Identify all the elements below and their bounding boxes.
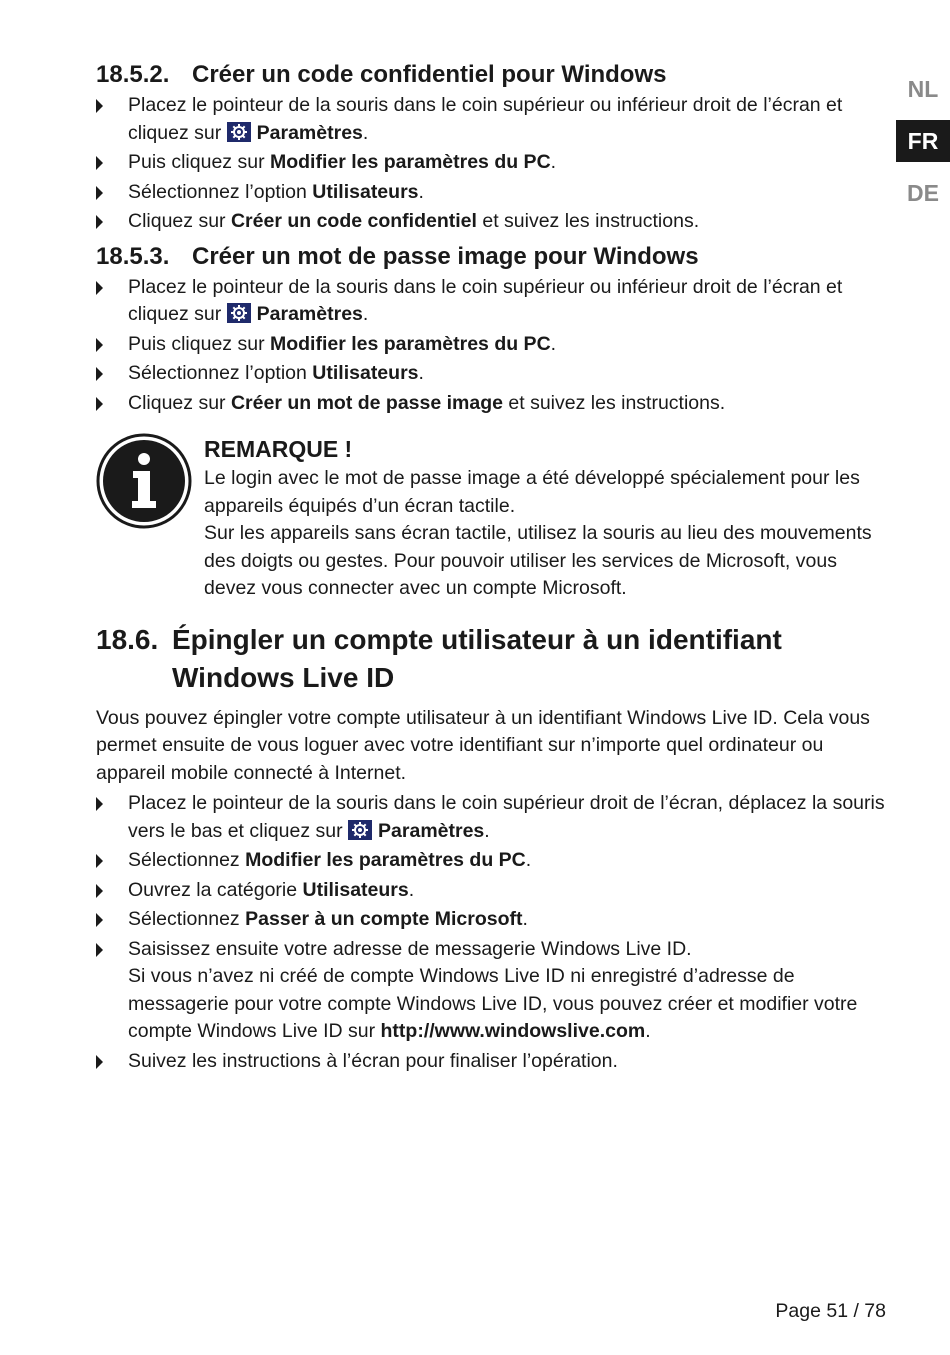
section-number: 18.6.	[96, 623, 159, 655]
step-bold: Utilisateurs	[312, 180, 419, 203]
gear-icon	[227, 303, 251, 323]
step-post: .	[525, 849, 532, 871]
step-post: et suivez les instructions.	[508, 391, 726, 414]
page-number: Page 51 / 78	[775, 1300, 886, 1322]
triangle-right-icon	[96, 367, 103, 381]
list-item	[96, 179, 886, 207]
step-post: .	[418, 180, 424, 203]
list-item	[96, 790, 886, 845]
step-text: Sélectionnez	[128, 908, 240, 930]
step-text: Placez le pointeur de la souris dans le coin supérieur ou inférieur droit de l’écran et cliquez sur	[128, 275, 843, 325]
section-number: 18.5.2.	[96, 61, 170, 88]
triangle-right-icon	[96, 797, 103, 811]
step-post: .	[418, 362, 424, 384]
step-text: Suivez les instructions à l’écran pour finaliser l’opération.	[128, 1049, 618, 1072]
step-bold: Modifier les paramètres du PC	[269, 332, 551, 355]
step-post: et suivez les instructions.	[482, 210, 700, 232]
list-item	[96, 906, 886, 934]
triangle-right-icon	[96, 281, 103, 295]
step-post: .	[484, 819, 490, 842]
step-bold: Paramètres	[256, 121, 363, 144]
list-item	[96, 847, 886, 875]
step-post: .	[522, 908, 528, 930]
step-bold: Modifier les paramètres du PC	[269, 151, 551, 173]
gear-icon	[227, 122, 251, 142]
step-bold: Utilisateurs	[312, 362, 419, 384]
language-tabs	[896, 68, 950, 224]
step-text: Cliquez sur	[128, 210, 226, 232]
section-title: Créer un mot de passe image pour Windows	[192, 242, 699, 270]
note-title: REMARQUE !	[204, 436, 353, 462]
note-text: Le login avec le mot de passe image a été développé spécialement pour les appareils équipés d’un écran tactile.	[204, 467, 860, 517]
page-content	[96, 58, 886, 1079]
intro-paragraph: Vous pouvez épingler votre compte utilisateur à un identifiant Windows Live ID. Cela vous permet ensuite de vous loguer avec votre identifiant sur n’importe quel ordinateur ou appareil mobile connecté à Internet.	[96, 706, 870, 784]
section-title: Créer un code confidentiel pour Windows	[192, 61, 667, 88]
section-title: Épingler un compte utilisateur à un identifiant Windows Live ID	[172, 623, 782, 693]
list-item	[96, 877, 886, 905]
triangle-right-icon	[96, 186, 103, 200]
triangle-right-icon	[96, 99, 103, 113]
step-list-pin	[96, 92, 886, 236]
step-text: Placez le pointeur de la souris dans le coin supérieur droit de l’écran, déplacez la souris vers le bas et cliquez sur	[128, 792, 885, 842]
list-item	[96, 1048, 886, 1076]
section-number: 18.5.3.	[96, 242, 170, 270]
step-text: Saisissez ensuite votre adresse de messagerie Windows Live ID.	[128, 937, 692, 960]
step-bold: Utilisateurs	[302, 878, 409, 901]
step-text: Si vous n’avez ni créé de compte Windows Live ID ni enregistré d’adresse de messagerie pour votre compte Windows Live ID, vous pouvez créer et modifier votre compte Windows Live ID sur	[128, 965, 858, 1042]
step-text: Sélectionnez l’option	[128, 180, 307, 203]
step-list-picture-password	[96, 274, 886, 418]
triangle-right-icon	[96, 215, 103, 229]
step-post: .	[362, 121, 369, 144]
step-bold: Passer à un compte Microsoft	[245, 908, 523, 930]
step-post: .	[362, 303, 369, 325]
step-post: .	[550, 332, 557, 355]
step-bold: Paramètres	[378, 819, 485, 842]
step-text: Placez le pointeur de la souris dans le coin supérieur ou inférieur droit de l’écran et cliquez sur	[128, 94, 843, 144]
step-bold: Créer un mot de passe image	[230, 391, 503, 414]
step-text: Ouvrez la catégorie	[128, 878, 298, 901]
step-bold: Créer un code confidentiel	[230, 210, 477, 232]
lang-tab-fr[interactable]: FR	[896, 120, 950, 162]
lang-tab-nl[interactable]: NL	[907, 76, 939, 102]
list-item	[96, 936, 886, 1046]
list-item	[96, 360, 886, 388]
triangle-right-icon	[96, 884, 103, 898]
triangle-right-icon	[96, 1055, 103, 1069]
step-text: Puis cliquez sur	[128, 332, 265, 355]
triangle-right-icon	[96, 943, 103, 957]
lang-tab-de[interactable]: DE	[907, 180, 939, 206]
step-post: .	[408, 878, 415, 901]
info-icon	[96, 433, 192, 529]
section-heading-live-id	[96, 621, 886, 697]
step-post: .	[550, 151, 557, 173]
list-item	[96, 149, 886, 177]
triangle-right-icon	[96, 397, 103, 411]
list-item	[96, 208, 886, 236]
note-text: Sur les appareils sans écran tactile, utilisez la souris au lieu des mouvements des doigts ou gestes. Pour pouvoir utiliser les services de Microsoft, vous devez vous connecter avec un compte Microsoft.	[204, 522, 872, 599]
triangle-right-icon	[96, 156, 103, 170]
section-heading-pin	[96, 58, 886, 92]
note-box	[96, 433, 886, 603]
list-item	[96, 274, 886, 329]
step-text: Sélectionnez l’option	[128, 362, 307, 384]
list-item	[96, 331, 886, 359]
step-list-live-id	[96, 790, 886, 1075]
step-text: Cliquez sur	[128, 391, 226, 414]
section-heading-picture-password	[96, 240, 886, 274]
triangle-right-icon	[96, 913, 103, 927]
windowslive-link[interactable]: http://www.windowslive.com	[380, 1020, 646, 1042]
list-item	[96, 390, 886, 418]
triangle-right-icon	[96, 338, 103, 352]
list-item	[96, 92, 886, 147]
step-text: Puis cliquez sur	[128, 151, 265, 173]
step-bold: Modifier les paramètres du PC	[245, 849, 526, 871]
step-post: .	[645, 1020, 651, 1042]
gear-icon	[348, 820, 372, 840]
step-bold: Paramètres	[256, 303, 363, 325]
triangle-right-icon	[96, 854, 103, 868]
step-text: Sélectionnez	[128, 849, 240, 871]
